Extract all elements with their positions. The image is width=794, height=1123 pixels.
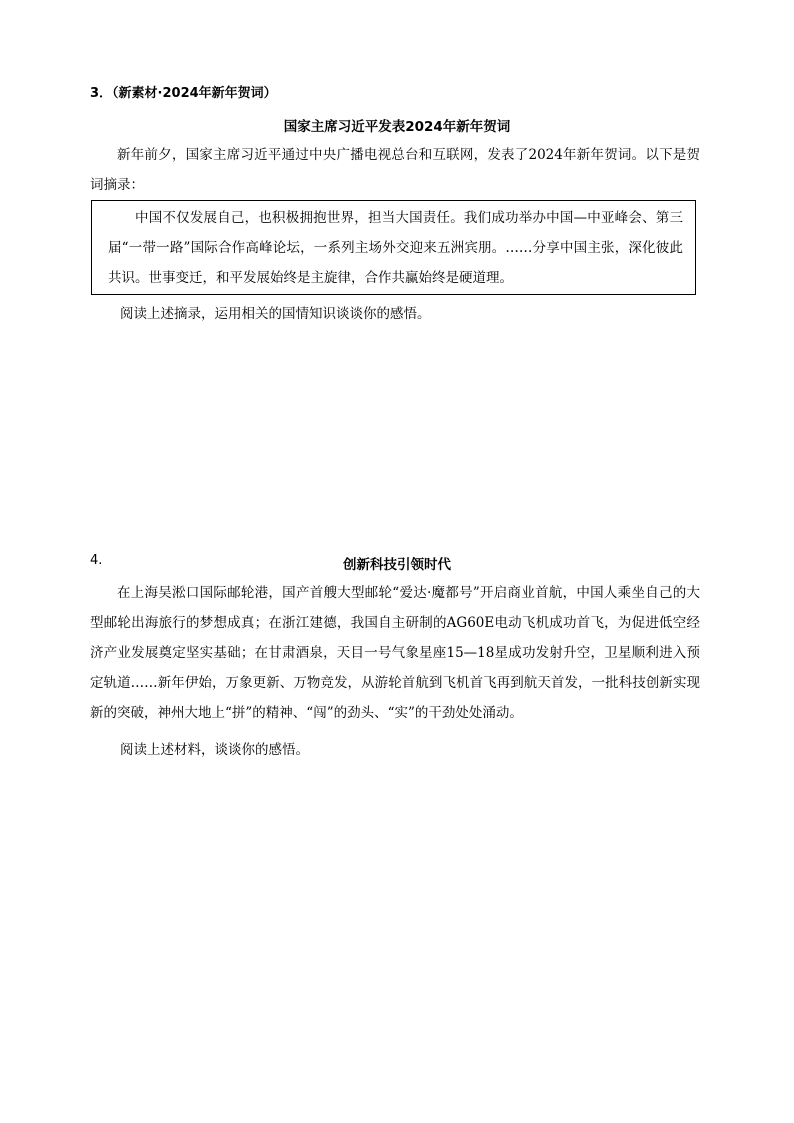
question-4-prompt: 阅读上述材料，谈谈你的感悟。 (120, 742, 309, 758)
question-3-heading: 3．（新素材·2024年新年贺词） (90, 86, 277, 101)
excerpt-text: 中国不仅发展自己，也积极拥抱世界，担当大国责任。我们成功举办中国—中亚峰会、第三届“一带一路”国际合作高峰论坛，一系列主场外交迎来五洲宾朋。……分享中国主张，深化彼此共识。世事变迁，和平发展始终是主旋律，合作共赢始终是硬道理。 (108, 210, 683, 286)
excerpt-box (91, 200, 696, 295)
question-4-title: 创新科技引领时代 (343, 557, 451, 573)
question-3-prompt: 阅读上述摘录，运用相关的国情知识谈谈你的感悟。 (120, 306, 431, 322)
question-3-title: 国家主席习近平发表2024年新年贺词 (283, 119, 511, 135)
question-4-number: 4. (90, 553, 103, 568)
question-4-material: 在上海吴淞口国际邮轮港，国产首艘大型邮轮“爱达·魔都号”开启商业首航，中国人乘坐自己的大型邮轮出海旅行的梦想成真；在浙江建德，我国自主研制的AG60E电动飞机成功首飞，为促进低空经济产业发展奠定坚实基础；在甘肃酒泉，天目一号气象星座15—18星成功发射升空，卫星顺利进入预定轨道……新年伊始，万象更新、万物竞发，从游轮首航到飞机首飞再到航天首发，一批科技创新实现新的突破，神州大地上“拼”的精神、“闯”的劲头、“实”的干劲处处涌动。 (90, 585, 700, 721)
question-3-intro: 新年前夕，国家主席习近平通过中央广播电视总台和互联网，发表了2024年新年贺词。以下是贺词摘录： (90, 147, 700, 193)
